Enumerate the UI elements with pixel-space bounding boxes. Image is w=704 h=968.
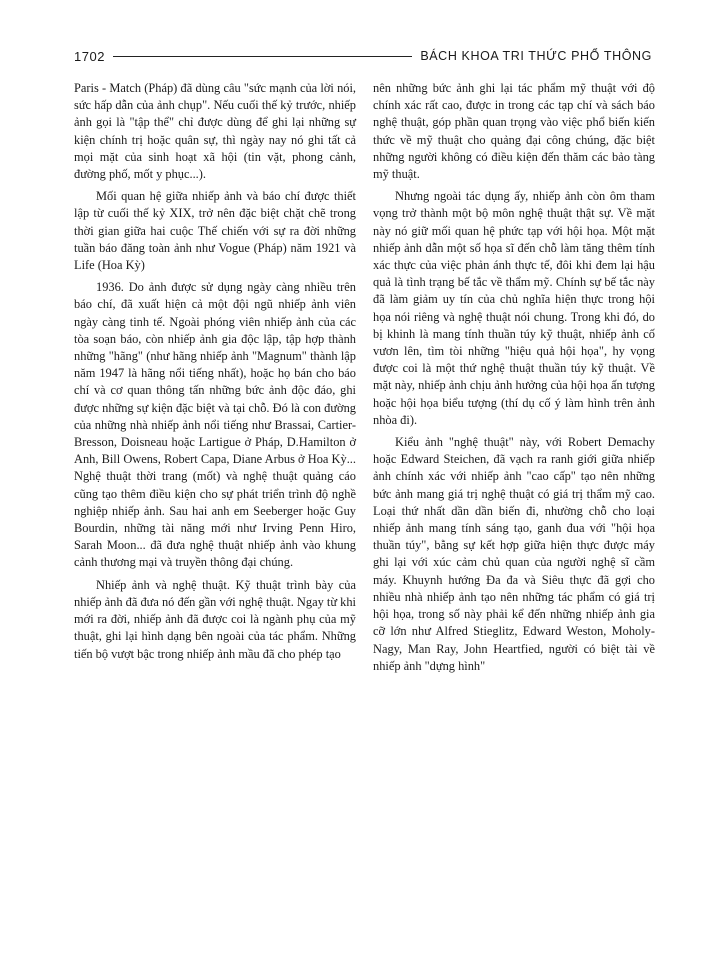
paragraph: 1936. Do ảnh được sử dụng ngày càng nhiều trên báo chí, đã xuất hiện cả một đội ngũ nhiếp ảnh viên ngày càng tinh tế. Ngoài phóng viên nhiếp ảnh của các tòa soạn báo, còn nhiếp ảnh gia độc lập, tập hợp thành những "hãng" (như hãng nhiếp ảnh "Magnum" thành lập năm 1947 là hãng nổi tiếng nhất), hoặc họ bán cho báo chí và cơ quan thông tấn những bức ảnh độc đáo, ghi được những sự kiện đặc biệt và tại chỗ. Đó là con đường của những nhà nhiếp ảnh nổi tiếng như Brassai, Cartier-Bresson, Doisneau hoặc Lartigue ở Pháp, D.Hamilton ở Anh, Bill Owens, Robert Capa, Diane Arbus ở Hoa Kỳ... Nghệ thuật thời trang (mốt) và nghệ thuật quảng cáo cũng tạo thêm điều kiện cho sự phát triển trình độ nghề nghiệp nhiếp ảnh. Sau hai anh em Seeberger hoặc Guy Bourdin, những tài năng mới như Irving Penn Hiro, Sarah Moon... đã đưa nghệ thuật nhiếp ảnh vào khung cảnh thương mại và truyền thông đại chúng. (74, 280, 356, 570)
paragraph: Nhiếp ảnh và nghệ thuật. Kỹ thuật trình bày của nhiếp ảnh đã đưa nó đến gần với nghệ thuật. Ngay từ khi mới ra đời, nhiếp ảnh đã được coi là ngành phụ của mỹ thuật, ghi lại hình dạng bên ngoài của tác phẩm. Những tiến bộ vượt bậc trong nhiếp ảnh mầu đã cho phép tạo (74, 577, 356, 661)
header-rule (113, 56, 412, 57)
paragraph: Mối quan hệ giữa nhiếp ảnh và báo chí được thiết lập từ cuối thế kỷ XIX, trở nên đặc biệt chặt chẽ trong thời gian giữa hai cuộc Thế chiến với sự ra đời những tuần báo đăng toàn ảnh như Vogue (Pháp) năm 1921 và Life (Hoa Kỳ) (74, 189, 356, 273)
page-header (74, 46, 652, 66)
paragraph: Nhưng ngoài tác dụng ấy, nhiếp ảnh còn ôm tham vọng trở thành một bộ môn nghệ thuật thật sự. Về mặt này nó giữ mối quan hệ phức tạp với hội họa. Một mặt nhiếp ảnh dẫn một số họa sĩ đến chỗ làm tăng thêm tính xác thực của việc phản ánh thực tế, đôi khi đem lại hậu quả là tình trạng bế tắc về thẩm mỹ. Chính sự bế tắc này đã làm giảm uy tín của chủ nghĩa hiện thực trong hội họa nói riêng và nghệ thuật nói chung. Trong khi đó, do bị khinh là mang tính thuần túy kỹ thuật, nhiếp ảnh cố vươn lên, tìm tòi những "hiệu quả hội họa", hy vọng được coi là một thứ nghệ thuật thuần túy kỹ thuật. Về mặt này, nhiếp ảnh chịu ảnh hưởng của hội họa ấn tượng hoặc hội họa biểu tượng (thí dụ cố ý làm hình trên ảnh nhòa đi). (373, 189, 655, 427)
paragraph: Paris - Match (Pháp) đã dùng câu "sức mạnh của lời nói, sức hấp dẫn của ảnh chụp". Nếu cuối thế kỷ trước, nhiếp ảnh gọi là "tập thể" chỉ được dùng để ghi lại những sự kiện chính trị hoặc quân sự, thì ngày nay nó ghi tất cả mọi mặt của sinh hoạt xã hội (tin vặt, phong cảnh, đường phố, mốt y phục...). (74, 81, 356, 182)
right-column (373, 80, 655, 680)
paragraph: nên những bức ảnh ghi lại tác phẩm mỹ thuật với độ chính xác rất cao, được in trong các tạp chí và sách báo nghệ thuật, góp phần quan trọng vào việc phổ biến kiến thức về mỹ thuật cho quảng đại công chúng, đặc biệt những người không có điều kiện đến thăm các bảo tàng mỹ thuật. (373, 81, 655, 182)
left-column (74, 80, 356, 668)
book-title: BÁCH KHOA TRI THỨC PHỔ THÔNG (420, 49, 652, 63)
paragraph: Kiểu ảnh "nghệ thuật" này, với Robert Demachy hoặc Edward Steichen, đã vạch ra ranh giới giữa nhiếp ảnh chính xác với nhiếp ảnh "cao cấp" tạo nên những bức ảnh mang giá trị nghệ thuật có giá trị thẩm mỹ cao. Loại thứ nhất dần dần biến đi, nhường chỗ cho loại nhiếp ảnh mang tính sáng tạo, ganh đua với "hội họa thuần túy", bằng sự kết hợp giữa hiện thực được máy ghi lại với xúc cảm chủ quan của người nghệ sĩ cầm máy. Khuynh hướng Đa đa và Siêu thực đã gợi cho nhiều nhà nhiếp ảnh tạo nên những tác phẩm có giá trị hội họa, trong số này phải kể đến những nhiếp ảnh gia cỡ lớn như Alfred Stieglitz, Edward Weston, Moholy-Nagy, Man Ray, John Heartfied, người có biệt tài về nhiếp ảnh "dựng hình" (373, 435, 655, 673)
page-number: 1702 (74, 48, 105, 64)
